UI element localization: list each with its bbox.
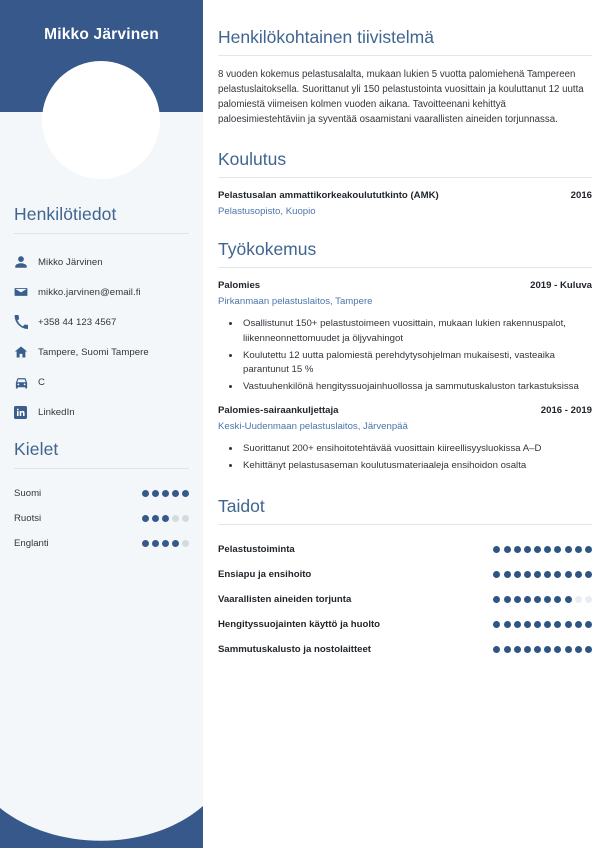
language-rating [142, 490, 189, 497]
phone-icon [14, 315, 38, 329]
experience-date: 2019 - Kuluva [530, 280, 592, 292]
language-list [14, 481, 189, 556]
summary-section [218, 0, 592, 127]
rating-dot [534, 621, 541, 628]
contact-row [14, 277, 189, 307]
linkedin-icon [14, 406, 38, 419]
rating-dot [524, 621, 531, 628]
personal-details-section [14, 203, 189, 427]
skill-rating [493, 571, 592, 578]
contact-email-value[interactable]: mikko.jarvinen@email.fi [38, 286, 141, 298]
skill-name: Pelastustoiminta [218, 543, 295, 555]
sidebar [0, 0, 203, 848]
experience-bullets [218, 441, 592, 473]
rating-dot [172, 490, 179, 497]
person-icon [14, 255, 38, 269]
rating-dot [493, 621, 500, 628]
rating-dot [524, 546, 531, 553]
rating-dot [504, 571, 511, 578]
rating-dot [142, 515, 149, 522]
rating-dot [514, 596, 521, 603]
education-entry [218, 189, 592, 218]
rating-dot [172, 540, 179, 547]
divider [14, 233, 189, 234]
summary-text: 8 vuoden kokemus pelastusalalta, mukaan lukien 5 vuotta palomiehenä Tampereen pelastuslaitoksella. Suorittanut yli 150 pelastustointa vuosittain ja kouluttanut 12 uutta palomiestä viimeisen kolmen vuoden aikana. Tavoitteenani kehittyä paloesimiestehtäviin ja syventää osaamistani vaarallisten aineiden torjunnassa. [218, 69, 584, 126]
skill-name: Sammutuskalusto ja nostolaitteet [218, 643, 371, 655]
skills-title: Taidot [218, 495, 265, 516]
contact-list [14, 247, 189, 427]
experience-role: Palomies [218, 280, 261, 292]
education-date: 2016 [570, 190, 592, 202]
divider [218, 267, 592, 268]
rating-dot [585, 546, 592, 553]
rating-dot [544, 571, 551, 578]
rating-dot [504, 596, 511, 603]
rating-dot [493, 546, 500, 553]
rating-dot [575, 546, 582, 553]
rating-dot [565, 621, 572, 628]
rating-dot [575, 596, 582, 603]
education-title: Koulutus [218, 149, 287, 170]
skill-name: Hengityssuojainten käyttö ja huolto [218, 618, 381, 630]
rating-dot [514, 646, 521, 653]
candidate-name: Mikko Järvinen [44, 26, 159, 43]
sidebar-footer-curve [0, 740, 203, 848]
rating-dot [534, 546, 541, 553]
skill-row [218, 537, 592, 562]
rating-dot [565, 546, 572, 553]
language-row [14, 531, 189, 556]
summary-title: Henkilökohtainen tiivistelmä [218, 27, 434, 47]
rating-dot [182, 540, 189, 547]
rating-dot [585, 646, 592, 653]
bullet-item: • Vastuuhenkilönä hengityssuojainhuollossa ja sammutuskaluston tarkastuksissa [241, 379, 592, 395]
experience-section [218, 238, 592, 473]
car-icon [14, 375, 38, 390]
rating-dot [142, 540, 149, 547]
experience-date: 2016 - 2019 [540, 405, 592, 417]
rating-dot [504, 546, 511, 553]
skill-list [218, 537, 592, 662]
experience-role: Palomies-sairaankuljettaja [218, 405, 339, 417]
bullet-item: • Kehittänyt pelastusaseman koulutusmateriaaleja ensihoidon osalta [241, 458, 592, 474]
skill-rating [493, 621, 592, 628]
rating-dot [152, 490, 159, 497]
experience-title: Työkokemus [218, 239, 317, 260]
rating-dot [575, 571, 582, 578]
skill-row [218, 612, 592, 637]
divider [218, 177, 592, 178]
language-row [14, 506, 189, 531]
language-name: Suomi [14, 488, 42, 499]
education-degree: Pelastusalan ammattikorkeakoulututkinto (AMK) [218, 190, 439, 202]
rating-dot [162, 490, 169, 497]
experience-entry [218, 404, 592, 473]
home-icon [14, 345, 38, 359]
divider [218, 55, 592, 56]
main-column [203, 0, 600, 848]
rating-dot [585, 571, 592, 578]
contact-name-value: Mikko Järvinen [38, 256, 103, 268]
rating-dot [585, 621, 592, 628]
skill-row [218, 562, 592, 587]
skill-rating [493, 546, 592, 553]
divider [14, 468, 189, 469]
rating-dot [544, 596, 551, 603]
skill-row [218, 587, 592, 612]
rating-dot [565, 646, 572, 653]
rating-dot [504, 621, 511, 628]
rating-dot [493, 646, 500, 653]
education-institution: Pelastusopisto, Kuopio [218, 205, 316, 217]
rating-dot [524, 596, 531, 603]
contact-phone-value: +358 44 123 4567 [38, 316, 117, 328]
rating-dot [172, 515, 179, 522]
skill-name: Ensiapu ja ensihoito [218, 568, 312, 580]
languages-section [14, 438, 189, 556]
rating-dot [534, 646, 541, 653]
rating-dot [152, 515, 159, 522]
experience-bullets [218, 316, 592, 394]
rating-dot [514, 621, 521, 628]
rating-dot [544, 621, 551, 628]
skill-row [218, 637, 592, 662]
rating-dot [544, 546, 551, 553]
contact-row [14, 367, 189, 397]
language-rating [142, 515, 189, 522]
rating-dot [162, 540, 169, 547]
skill-name: Vaarallisten aineiden torjunta [218, 593, 352, 605]
rating-dot [534, 571, 541, 578]
skills-section [218, 495, 592, 662]
bullet-item: • Koulutettu 12 uutta palomiestä perehdytysohjelman mukaisesti, vasteaika parantunut 15 % [241, 348, 592, 378]
rating-dot [493, 571, 500, 578]
rating-dot [575, 646, 582, 653]
rating-dot [504, 646, 511, 653]
experience-employer: Pirkanmaan pelastuslaitos, Tampere [218, 295, 373, 307]
rating-dot [182, 490, 189, 497]
rating-dot [142, 490, 149, 497]
contact-row [14, 397, 189, 427]
rating-dot [162, 515, 169, 522]
contact-address-value: Tampere, Suomi Tampere [38, 346, 149, 358]
rating-dot [514, 546, 521, 553]
avatar [42, 61, 160, 179]
rating-dot [554, 646, 561, 653]
envelope-icon [14, 285, 38, 299]
language-name: Englanti [14, 538, 49, 549]
rating-dot [152, 540, 159, 547]
language-row [14, 481, 189, 506]
rating-dot [554, 546, 561, 553]
rating-dot [493, 596, 500, 603]
rating-dot [554, 621, 561, 628]
contact-linkedin-value[interactable]: LinkedIn [38, 406, 75, 418]
rating-dot [575, 621, 582, 628]
languages-title: Kielet [14, 439, 59, 459]
rating-dot [182, 515, 189, 522]
contact-row [14, 337, 189, 367]
experience-entry [218, 279, 592, 394]
bullet-item: • Suorittanut 200+ ensihoitotehtävää vuosittain kiireellisyysluokissa A–D [241, 441, 592, 457]
rating-dot [514, 571, 521, 578]
rating-dot [524, 571, 531, 578]
contact-row [14, 247, 189, 277]
bullet-item: • Osallistunut 150+ pelastustoimeen vuosittain, mukaan lukien rakennuspalot, liikenneonnettomuudet ja öljyvahingot [241, 316, 592, 346]
rating-dot [534, 596, 541, 603]
rating-dot [524, 646, 531, 653]
rating-dot [585, 596, 592, 603]
rating-dot [544, 646, 551, 653]
skill-rating [493, 646, 592, 653]
contact-row [14, 307, 189, 337]
language-rating [142, 540, 189, 547]
rating-dot [565, 596, 572, 603]
divider [218, 524, 592, 525]
language-name: Ruotsi [14, 513, 42, 524]
personal-details-title: Henkilötiedot [14, 204, 117, 224]
contact-license-value: C [38, 376, 45, 388]
rating-dot [565, 571, 572, 578]
rating-dot [554, 596, 561, 603]
rating-dot [554, 571, 561, 578]
skill-rating [493, 596, 592, 603]
experience-employer: Keski-Uudenmaan pelastuslaitos, Järvenpää [218, 420, 408, 432]
education-section [218, 148, 592, 218]
